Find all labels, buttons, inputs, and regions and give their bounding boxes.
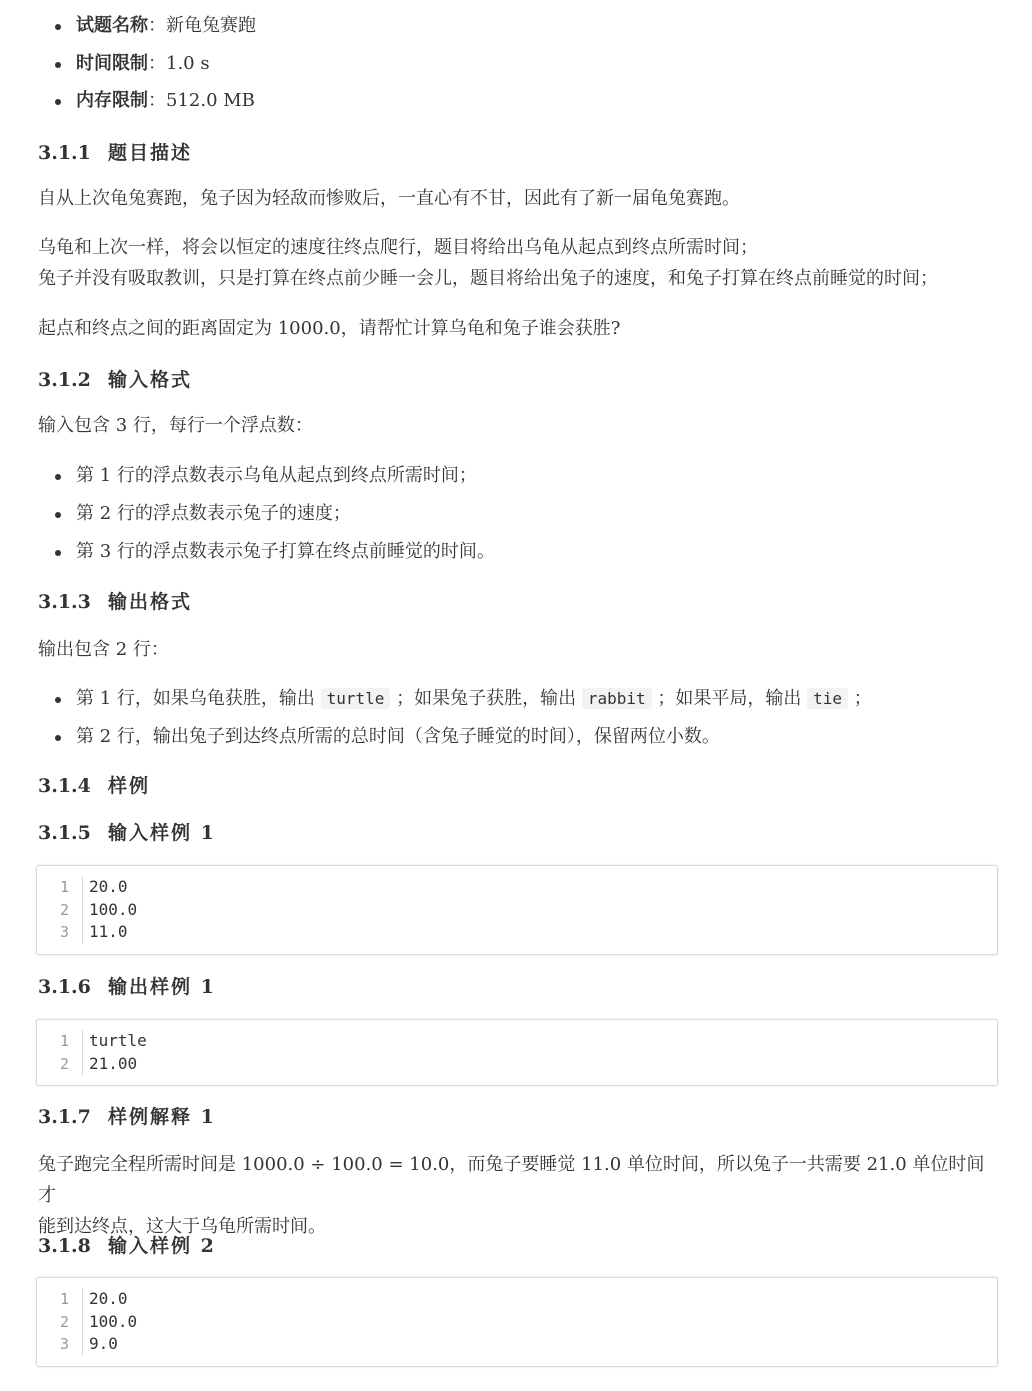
code-line xyxy=(37,1311,997,1334)
output-format-intro: 输出包含 2 行： xyxy=(38,639,169,660)
meta-key: 时间限制 xyxy=(76,52,148,74)
description-paragraph-1: 自从上次龟兔赛跑，兔子因为轻敌而惨败后，一直心有不甘，因此有了新一届龟兔赛跑。 xyxy=(38,188,740,209)
heading-sample-output-1: 3.1.6 输出样例 1 xyxy=(38,976,216,998)
inline-code-tie: tie xyxy=(807,688,848,709)
meta-item-memory-limit: 内存限制：512.0 MB xyxy=(38,84,256,122)
list-item: 第 1 行的浮点数表示乌龟从起点到终点所需时间； xyxy=(38,460,495,498)
code-text: 20.0 xyxy=(89,877,128,896)
code-line xyxy=(37,899,997,922)
code-text: 100.0 xyxy=(89,1311,138,1331)
meta-item-title: 试题名称：新龟兔赛跑 xyxy=(38,9,256,47)
meta-value: 512.0 MB xyxy=(166,90,255,111)
meta-key: 内存限制 xyxy=(76,90,148,111)
list-item: 第 1 行，如果乌龟获胜，输出 turtle ；如果兔子获胜，输出 rabbit ；如果平局，输出 tie ； xyxy=(38,683,872,721)
meta-value: 1.0 s xyxy=(166,52,210,74)
code-block-sample-input-2[interactable] xyxy=(36,1277,998,1367)
code-text: 20.0 xyxy=(89,1289,128,1308)
heading-samples: 3.1.4 样例 xyxy=(38,775,151,797)
code-block-sample-output-1[interactable] xyxy=(36,1019,998,1086)
line-number: 2 xyxy=(59,1312,69,1331)
heading-sample-input-2: 3.1.8 输入样例 2 xyxy=(38,1235,216,1257)
code-text: 9.0 xyxy=(89,1334,118,1353)
line-number: 1 xyxy=(59,878,69,896)
meta-key: 试题名称 xyxy=(76,15,148,36)
list-item: 第 2 行，输出兔子到达终点所需的总时间（含兔子睡觉的时间），保留两位小数。 xyxy=(38,721,872,759)
meta-value: 新龟兔赛跑 xyxy=(166,15,256,36)
inline-code-turtle: turtle xyxy=(321,688,391,709)
code-text: turtle xyxy=(89,1031,147,1050)
description-paragraph-3: 起点和终点之间的距离固定为 1000.0，请帮忙计算乌龟和兔子谁会获胜? xyxy=(38,318,621,339)
description-paragraph-2: 乌龟和上次一样，将会以恒定的速度往终点爬行，题目将给出乌龟从起点到终点所需时间； 兔子并没有吸取教训，只是打算在终点前少睡一会儿，题目将给出兔子的速度，和兔子打算在终点前睡觉的时间； xyxy=(38,237,938,289)
code-block-sample-input-1[interactable] xyxy=(36,865,998,955)
code-text: 11.0 xyxy=(89,922,128,941)
line-number: 1 xyxy=(59,1032,69,1050)
list-item: 第 3 行的浮点数表示兔子打算在终点前睡觉的时间。 xyxy=(38,536,495,574)
code-line xyxy=(37,1030,997,1053)
explanation-paragraph: 兔子跑完全程所需时间是 1000.0 ÷ 100.0 = 10.0，而兔子要睡觉 11.0 单位时间，所以兔子一共需要 21.0 单位时间才 能到达终点，这大于乌龟所需时间。 xyxy=(38,1154,985,1237)
list-item: 第 2 行的浮点数表示兔子的速度； xyxy=(38,498,495,536)
code-line xyxy=(37,1333,997,1356)
output-format-list xyxy=(38,683,872,759)
meta-item-time-limit: 时间限制：1.0 s xyxy=(38,47,256,85)
code-text: 100.0 xyxy=(89,899,138,919)
heading-sample-input-1: 3.1.5 输入样例 1 xyxy=(38,822,216,844)
code-line xyxy=(37,1288,997,1311)
code-line xyxy=(37,921,997,944)
line-number: 2 xyxy=(59,1054,69,1073)
line-number: 1 xyxy=(59,1290,69,1308)
problem-meta-list xyxy=(38,9,256,122)
line-number: 2 xyxy=(59,900,69,919)
code-line xyxy=(37,876,997,899)
heading-input-format: 3.1.2 输入格式 xyxy=(38,369,193,391)
code-text: 21.00 xyxy=(89,1053,138,1073)
code-line xyxy=(37,1053,997,1076)
input-format-list xyxy=(38,460,495,574)
input-format-intro: 输入包含 3 行，每行一个浮点数： xyxy=(38,415,313,436)
heading-output-format: 3.1.3 输出格式 xyxy=(38,591,193,613)
line-number: 3 xyxy=(59,923,69,941)
line-number: 3 xyxy=(59,1335,69,1353)
heading-explanation-1: 3.1.7 样例解释 1 xyxy=(38,1106,216,1128)
heading-description: 3.1.1 题目描述 xyxy=(38,142,193,164)
inline-code-rabbit: rabbit xyxy=(582,688,652,709)
